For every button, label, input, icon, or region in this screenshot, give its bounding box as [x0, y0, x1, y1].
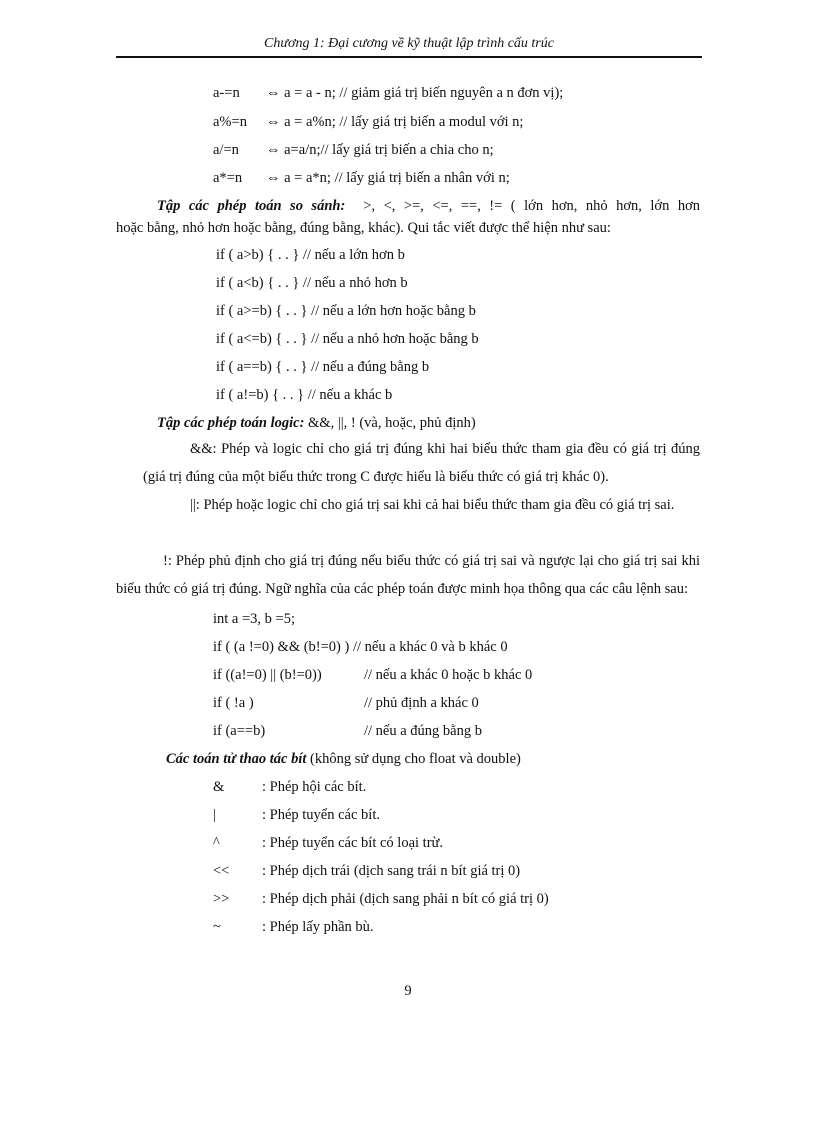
bitwise-symbol: ^ — [213, 835, 220, 851]
page-header: Chương 1: Đại cương về kỹ thuật lập trình cấu trúc — [264, 36, 554, 51]
assign-op: a-=n — [213, 85, 240, 101]
assign-op: a*=n — [213, 170, 243, 186]
code-declaration: int a =3, b =5; — [213, 611, 296, 627]
bitwise-desc: : Phép tuyển các bít có loại trừ. — [262, 835, 444, 851]
compare-text-1: >, <, >=, <=, ==, != ( lớn hơn, nhỏ hơn, lớn hơn — [363, 198, 700, 214]
compare-example: if ( a!=b) { . . } // nếu a khác b — [216, 387, 393, 403]
bitwise-heading-line — [166, 750, 521, 768]
code-statement: if ((a!=0) || (b!=0)) — [213, 667, 322, 683]
logic-heading-rest: &&, ||, ! (và, hoặc, phủ định) — [304, 415, 476, 431]
bitwise-symbol: | — [213, 807, 216, 823]
assign-op: a%=n — [213, 114, 247, 130]
code-line: if ( (a !=0) && (b!=0) ) // nếu a khác 0 và b khác 0 — [213, 639, 508, 655]
assign-eq: ⇔ a = a*n; // lấy giá trị biến a nhân với n; — [266, 170, 510, 186]
assign-eq: ⇔ a = a - n; // giảm giá trị biến nguyên a n đơn vị); — [266, 85, 564, 101]
bitwise-symbol: >> — [213, 891, 230, 907]
code-comment: // nếu a khác 0 hoặc b khác 0 — [364, 667, 533, 683]
bitwise-symbol: << — [213, 863, 230, 879]
bitwise-desc: : Phép dịch phải (dịch sang phải n bít có giá trị 0) — [262, 891, 549, 907]
bitwise-heading: Các toán tử thao tác bít — [166, 751, 307, 767]
bitwise-desc: : Phép tuyển các bít. — [262, 807, 380, 823]
header-rule — [116, 56, 702, 58]
code-comment: // nếu a đúng bằng b — [364, 723, 482, 739]
compare-heading: Tập các phép toán so sánh: — [157, 198, 346, 214]
page-number: 9 — [404, 983, 412, 999]
logic-heading-line — [157, 414, 476, 432]
code-statement: if (a==b) — [213, 723, 266, 739]
bitwise-symbol: ~ — [213, 919, 221, 935]
compare-example: if ( a>b) { . . } // nếu a lớn hơn b — [216, 247, 405, 263]
compare-example: if ( a>=b) { . . } // nếu a lớn hơn hoặc bằng b — [216, 303, 476, 319]
logic-or-paragraph: ||: Phép hoặc logic chỉ cho giá trị sai khi cả hai biểu thức tham gia đều có giá trị sai. — [190, 497, 675, 513]
compare-paragraph-line1 — [157, 197, 700, 215]
bitwise-desc: : Phép hội các bít. — [262, 779, 367, 795]
bitwise-heading-rest: (không sử dụng cho float và double) — [306, 751, 521, 767]
compare-text-2: hoặc bằng, nhỏ hơn hoặc bằng, đúng bằng, khác). Qui tắc viết được thể hiện như sau: — [116, 220, 611, 236]
bitwise-symbol: & — [213, 779, 225, 795]
assign-eq: ⇔ a = a%n; // lấy giá trị biến a modul với n; — [266, 114, 524, 130]
assign-eq: ⇔ a=a/n;// lấy giá trị biến a chia cho n; — [266, 142, 494, 158]
assign-op: a/=n — [213, 142, 239, 158]
logic-and-paragraph: &&: Phép và logic chỉ cho giá trị đúng khi hai biểu thức tham gia đều có giá trị đúng (giá trị đúng của một biểu thức trong C được hiểu là biểu thức có giá trị khác 0). — [143, 441, 700, 485]
bitwise-desc: : Phép dịch trái (dịch sang trái n bít giá trị 0) — [262, 863, 521, 879]
code-statement: if ( !a ) — [213, 695, 254, 711]
logic-not-paragraph: !: Phép phủ định cho giá trị đúng nếu biểu thức có giá trị sai và ngược lại cho giá trị sai khi biểu thức có giá trị đúng. Ngữ nghĩa của các phép toán được minh họa thông qua các câu lệnh sau: — [116, 553, 700, 597]
bitwise-desc: : Phép lấy phần bù. — [262, 919, 374, 935]
code-comment: // phủ định a khác 0 — [364, 695, 479, 711]
compare-example: if ( a<b) { . . } // nếu a nhỏ hơn b — [216, 275, 408, 291]
logic-heading: Tập các phép toán logic: — [157, 415, 305, 431]
compare-example: if ( a==b) { . . } // nếu a đúng bằng b — [216, 359, 430, 375]
compare-example: if ( a<=b) { . . } // nếu a nhỏ hơn hoặc bằng b — [216, 331, 479, 347]
